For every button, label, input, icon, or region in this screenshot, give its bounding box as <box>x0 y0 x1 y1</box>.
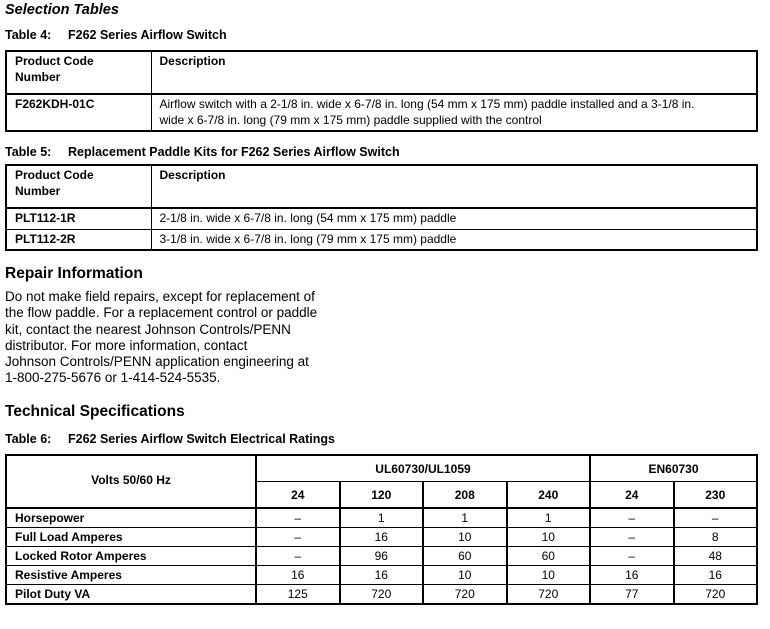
table4-header-row <box>6 51 757 94</box>
table6-title: F262 Series Airflow Switch Electrical Ratings <box>68 431 335 446</box>
voltage-header-cell: 240 <box>507 482 591 508</box>
spec-value-cell: 125 <box>256 584 340 604</box>
technical-specifications-heading: Technical Specifications <box>5 402 185 420</box>
spec-value-cell: 10 <box>423 565 507 584</box>
voltage-header-cell: 24 <box>590 482 674 508</box>
spec-value-cell: – <box>256 508 340 528</box>
table4-label: Table 4: <box>5 28 52 42</box>
spec-row-label: Horsepower <box>6 508 256 528</box>
description-cell: 3-1/8 in. wide x 6-7/8 in. long (79 mm x 175 mm) paddle <box>151 229 757 250</box>
spec-value-cell: 16 <box>340 565 424 584</box>
spec-value-cell: 720 <box>507 584 591 604</box>
table5-row <box>6 229 757 250</box>
product-code-cell: F262KDH-01C <box>6 94 151 131</box>
spec-row-label: Pilot Duty VA <box>6 584 256 604</box>
spec-value-cell: 720 <box>340 584 424 604</box>
paragraph-line: 1-800-275-5676 or 1-414-524-5535. <box>5 370 221 386</box>
spec-value-cell: 720 <box>423 584 507 604</box>
spec-value-cell: – <box>674 508 758 528</box>
spec-value-cell: 1 <box>507 508 591 528</box>
table5 <box>5 164 758 251</box>
table6-caption <box>5 433 763 446</box>
table6-row <box>6 565 757 584</box>
repair-paragraph <box>5 289 763 387</box>
voltage-header-cell: 208 <box>423 482 507 508</box>
table5-label: Table 5: <box>5 145 52 159</box>
table4-col1-header: Product Code Number <box>6 51 151 94</box>
spec-value-cell: 1 <box>340 508 424 528</box>
spec-value-cell: – <box>256 546 340 565</box>
table5-col1-header: Product Code Number <box>6 165 151 208</box>
table6-group-header-row <box>6 455 757 482</box>
spec-value-cell: 96 <box>340 546 424 565</box>
spec-value-cell: – <box>590 527 674 546</box>
spec-value-cell: 16 <box>340 527 424 546</box>
spec-value-cell: 77 <box>590 584 674 604</box>
volts-header-cell: Volts 50/60 Hz <box>6 455 256 508</box>
spec-value-cell: – <box>256 527 340 546</box>
spec-value-cell: – <box>590 508 674 528</box>
spec-value-cell: 16 <box>590 565 674 584</box>
spec-value-cell: 10 <box>423 527 507 546</box>
description-cell: 2-1/8 in. wide x 6-7/8 in. long (54 mm x 175 mm) paddle <box>151 208 757 229</box>
paragraph-line: kit, contact the nearest Johnson Controls/PENN <box>5 321 291 337</box>
table4 <box>5 50 758 132</box>
table6-row <box>6 546 757 565</box>
spec-value-cell: 10 <box>507 527 591 546</box>
product-code-cell: PLT112-2R <box>6 229 151 250</box>
spec-value-cell: 16 <box>674 565 758 584</box>
spec-value-cell: 1 <box>423 508 507 528</box>
table6-row <box>6 508 757 528</box>
spec-value-cell: 720 <box>674 584 758 604</box>
ul-group-header: UL60730/UL1059 <box>256 455 590 482</box>
table5-row <box>6 208 757 229</box>
table4-title: F262 Series Airflow Switch <box>68 28 227 42</box>
table5-caption <box>5 146 763 159</box>
table6-row <box>6 584 757 604</box>
table6 <box>5 454 758 605</box>
selection-tables-heading: Selection Tables <box>5 2 119 18</box>
table5-title: Replacement Paddle Kits for F262 Series Airflow Switch <box>68 145 400 159</box>
table5-header-row <box>6 165 757 208</box>
spec-value-cell: 16 <box>256 565 340 584</box>
paragraph-line: distributor. For more information, contact <box>5 337 248 353</box>
voltage-header-cell: 24 <box>256 482 340 508</box>
table5-col2-header: Description <box>151 165 757 208</box>
spec-value-cell: 8 <box>674 527 758 546</box>
en-group-header: EN60730 <box>590 455 757 482</box>
spec-value-cell: 60 <box>507 546 591 565</box>
spec-value-cell: 10 <box>507 565 591 584</box>
voltage-header-cell: 120 <box>340 482 424 508</box>
spec-row-label: Locked Rotor Amperes <box>6 546 256 565</box>
spec-value-cell: 48 <box>674 546 758 565</box>
description-cell <box>151 94 757 131</box>
product-code-cell: PLT112-1R <box>6 208 151 229</box>
paragraph-line: Do not make field repairs, except for replacement of <box>5 289 315 304</box>
repair-information-heading: Repair Information <box>5 265 143 282</box>
table4-caption <box>5 29 763 42</box>
voltage-header-cell: 230 <box>674 482 758 508</box>
table4-row <box>6 94 757 131</box>
table6-label: Table 6: <box>5 431 52 446</box>
spec-row-label: Resistive Amperes <box>6 565 256 584</box>
spec-value-cell: – <box>590 546 674 565</box>
spec-row-label: Full Load Amperes <box>6 527 256 546</box>
paragraph-line: Johnson Controls/PENN application engineering at <box>5 354 309 370</box>
paragraph-line: the flow paddle. For a replacement control or paddle <box>5 305 318 321</box>
spec-value-cell: 60 <box>423 546 507 565</box>
table4-col2-header: Description <box>151 51 757 94</box>
description-text: Airflow switch with a 2-1/8 in. wide x 6-7/8 in. long (54 mm x 175 mm) paddle installed and a 3-1/8 in. wide x 6-7/8 in. long (79 mm x 175 mm) paddle supplied with the control <box>159 97 695 127</box>
table6-row <box>6 527 757 546</box>
